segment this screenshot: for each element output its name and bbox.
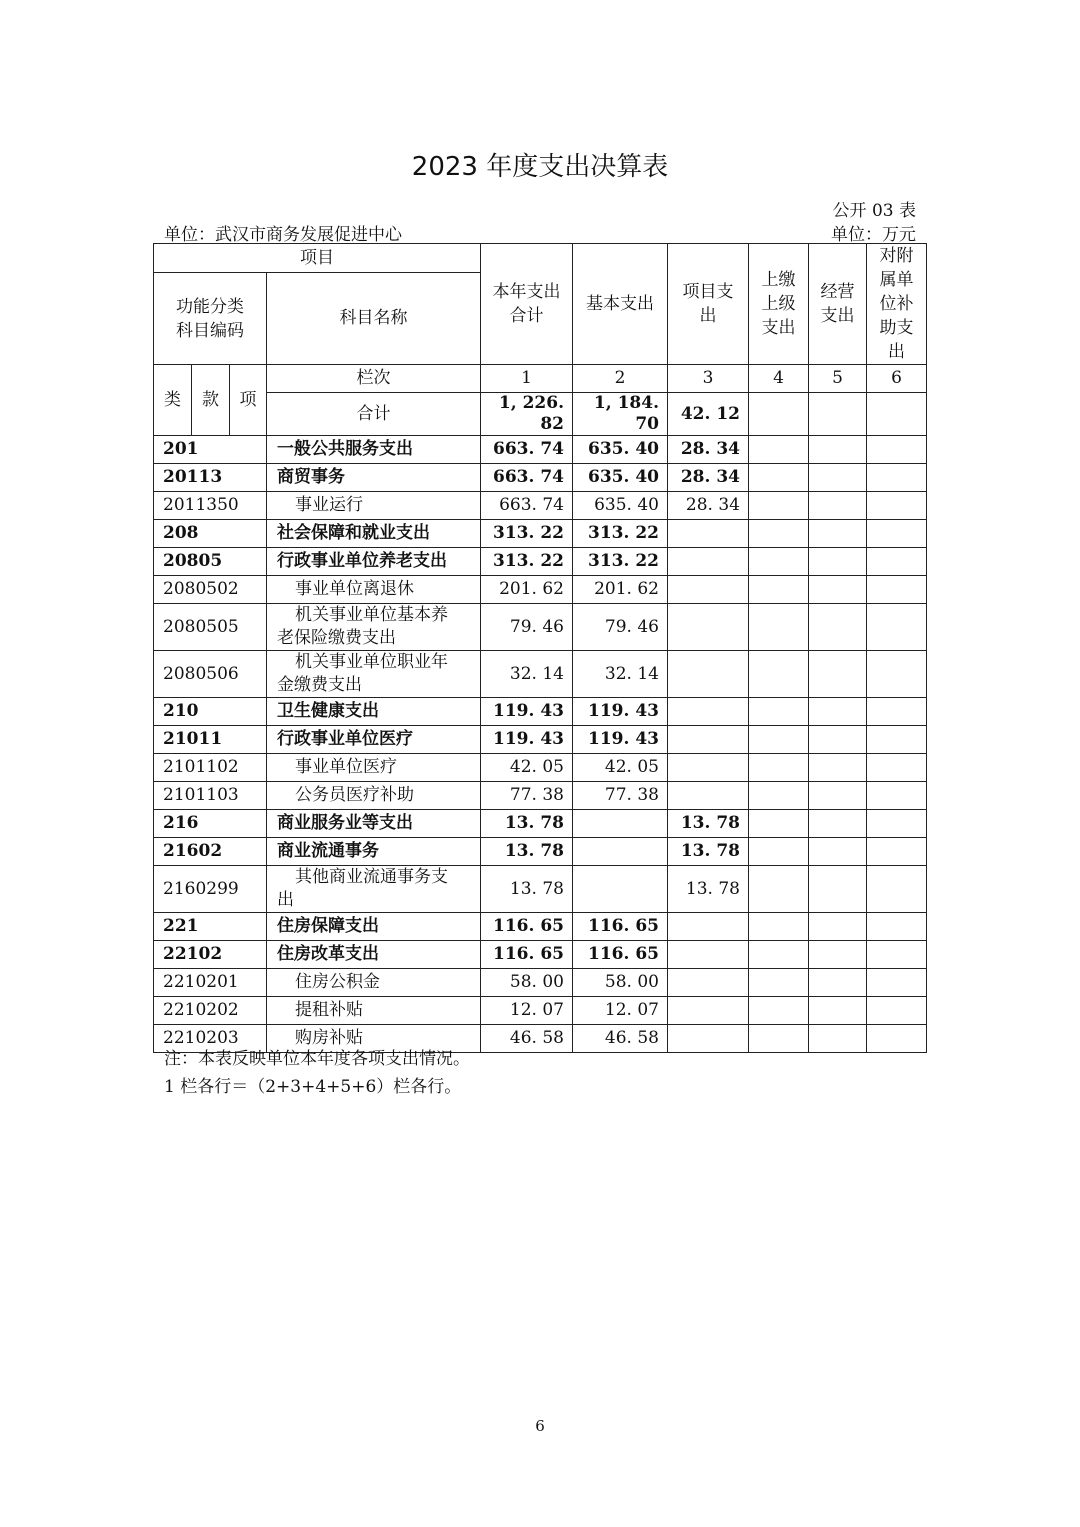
row-col3: 28. 34 [668,492,749,520]
header-col2: 基本支出 [573,244,668,365]
row-col1: 663. 74 [481,464,573,492]
row-col2: 77. 38 [573,782,668,810]
table-row [154,698,927,726]
col-index-2: 2 [573,365,668,393]
row-col2: 116. 65 [573,913,668,941]
table-row [154,969,927,997]
page-title: 2023 年度支出决算表 [411,152,669,182]
row-col2 [573,838,668,866]
header-col3: 项目支 出 [668,244,749,365]
row-col2: 116. 65 [573,941,668,969]
table-row [154,651,927,698]
table-row [154,810,927,838]
row-col1: 663. 74 [481,436,573,464]
row-code: 201 [154,436,267,464]
col-index-6: 6 [867,365,927,393]
table-row [154,436,927,464]
row-col2: 635. 40 [573,464,668,492]
row-code: 2210201 [154,969,267,997]
row-col2: 119. 43 [573,726,668,754]
row-col1: 58. 00 [481,969,573,997]
row-col2: 79. 46 [573,604,668,651]
row-name: 提租补贴 [267,997,481,1025]
row-name: 商业服务业等支出 [267,810,481,838]
row-code: 22102 [154,941,267,969]
row-col3 [668,548,749,576]
row-name: 社会保障和就业支出 [267,520,481,548]
row-col1: 313. 22 [481,520,573,548]
row-col1: 13. 78 [481,866,573,913]
table-row [154,838,927,866]
row-name: 住房公积金 [267,969,481,997]
row-name: 事业运行 [267,492,481,520]
row-col1: 119. 43 [481,698,573,726]
total-col4 [749,393,809,436]
row-col1: 13. 78 [481,838,573,866]
row-code: 20805 [154,548,267,576]
row-col1: 13. 78 [481,810,573,838]
row-name: 事业单位医疗 [267,754,481,782]
row-col3 [668,576,749,604]
row-col3: 13. 78 [668,810,749,838]
row-col3 [668,913,749,941]
table-row [154,464,927,492]
row-col1: 119. 43 [481,726,573,754]
row-name: 其他商业流通事务支 出 [267,866,481,913]
header-item: 项目 [154,244,481,273]
table-formula-note: 1 栏各行＝（2+3+4+5+6）栏各行。 [164,1077,462,1097]
row-col2: 42. 05 [573,754,668,782]
row-code: 2101102 [154,754,267,782]
table-row [154,726,927,754]
row-col3 [668,726,749,754]
row-col2: 201. 62 [573,576,668,604]
row-col2: 58. 00 [573,969,668,997]
row-col3 [668,520,749,548]
row-name: 商业流通事务 [267,838,481,866]
col-index-1: 1 [481,365,573,393]
row-col3 [668,1025,749,1053]
row-col2 [573,810,668,838]
row-col3: 28. 34 [668,436,749,464]
row-name: 住房保障支出 [267,913,481,941]
form-number: 公开 03 表 [832,201,916,221]
row-col3 [668,651,749,698]
table-row [154,604,927,651]
row-name: 机关事业单位基本养 老保险缴费支出 [267,604,481,651]
row-col3 [668,969,749,997]
total-col3: 42. 12 [668,393,749,436]
currency-unit: 单位：万元 [831,225,916,245]
row-code: 208 [154,520,267,548]
row-name: 机关事业单位职业年 金缴费支出 [267,651,481,698]
row-name: 行政事业单位医疗 [267,726,481,754]
row-col2 [573,866,668,913]
header-kuan: 款 [192,365,230,436]
row-code: 2160299 [154,866,267,913]
row-name: 商贸事务 [267,464,481,492]
row-col1: 46. 58 [481,1025,573,1053]
table-row [154,941,927,969]
table-row [154,782,927,810]
row-code: 2011350 [154,492,267,520]
row-col1: 116. 65 [481,913,573,941]
row-col3: 13. 78 [668,866,749,913]
row-name: 一般公共服务支出 [267,436,481,464]
row-col1: 77. 38 [481,782,573,810]
row-code: 2080506 [154,651,267,698]
header-func-code: 功能分类 科目编码 [154,273,267,365]
row-col3 [668,941,749,969]
table-row [154,520,927,548]
header-subject-name: 科目名称 [267,273,481,365]
row-col2: 12. 07 [573,997,668,1025]
row-col2: 313. 22 [573,548,668,576]
total-label: 合计 [267,393,481,436]
row-name: 住房改革支出 [267,941,481,969]
row-code: 221 [154,913,267,941]
row-col2: 32. 14 [573,651,668,698]
table-row [154,754,927,782]
row-col1: 79. 46 [481,604,573,651]
row-code: 21011 [154,726,267,754]
row-col3 [668,698,749,726]
row-code: 20113 [154,464,267,492]
row-name: 卫生健康支出 [267,698,481,726]
table-row [154,866,927,913]
row-col1: 32. 14 [481,651,573,698]
col-index-4: 4 [749,365,809,393]
row-col1: 663. 74 [481,492,573,520]
row-col3 [668,997,749,1025]
table-row [154,548,927,576]
col-index-5: 5 [809,365,867,393]
row-code: 2210202 [154,997,267,1025]
row-col3 [668,782,749,810]
row-col3 [668,754,749,782]
row-col3: 28. 34 [668,464,749,492]
row-col3: 13. 78 [668,838,749,866]
unit-name: 单位：武汉市商务发展促进中心 [164,225,402,245]
page-number: 6 [535,1417,545,1435]
table-note: 注：本表反映单位本年度各项支出情况。 [164,1049,470,1069]
row-col2: 46. 58 [573,1025,668,1053]
total-col2: 1, 184. 70 [573,393,668,436]
row-name: 购房补贴 [267,1025,481,1053]
total-col1: 1, 226. 82 [481,393,573,436]
row-name: 行政事业单位养老支出 [267,548,481,576]
col-index-3: 3 [668,365,749,393]
row-col1: 12. 07 [481,997,573,1025]
header-row-1 [154,244,927,273]
row-code: 210 [154,698,267,726]
table-row [154,492,927,520]
header-col1: 本年支出 合计 [481,244,573,365]
header-lei: 类 [154,365,192,436]
header-col6: 对附 属单 位补 助支 出 [867,244,927,365]
header-col5: 经营 支出 [809,244,867,365]
row-col1: 201. 62 [481,576,573,604]
row-col2: 635. 40 [573,436,668,464]
table-row [154,913,927,941]
row-code: 216 [154,810,267,838]
row-code: 2210203 [154,1025,267,1053]
table-row [154,576,927,604]
total-col6 [867,393,927,436]
row-code: 21602 [154,838,267,866]
row-name: 事业单位离退休 [267,576,481,604]
expenditure-table [153,243,927,1053]
row-col1: 313. 22 [481,548,573,576]
row-col3 [668,604,749,651]
row-code: 2080502 [154,576,267,604]
total-col5 [809,393,867,436]
table-row [154,997,927,1025]
header-lanci: 栏次 [267,365,481,393]
column-index-row [154,365,927,393]
row-col2: 313. 22 [573,520,668,548]
total-row [154,393,927,436]
row-code: 2101103 [154,782,267,810]
header-col4: 上缴 上级 支出 [749,244,809,365]
row-code: 2080505 [154,604,267,651]
row-col1: 42. 05 [481,754,573,782]
row-col2: 635. 40 [573,492,668,520]
row-col2: 119. 43 [573,698,668,726]
row-name: 公务员医疗补助 [267,782,481,810]
row-col1: 116. 65 [481,941,573,969]
header-xiang: 项 [230,365,267,436]
